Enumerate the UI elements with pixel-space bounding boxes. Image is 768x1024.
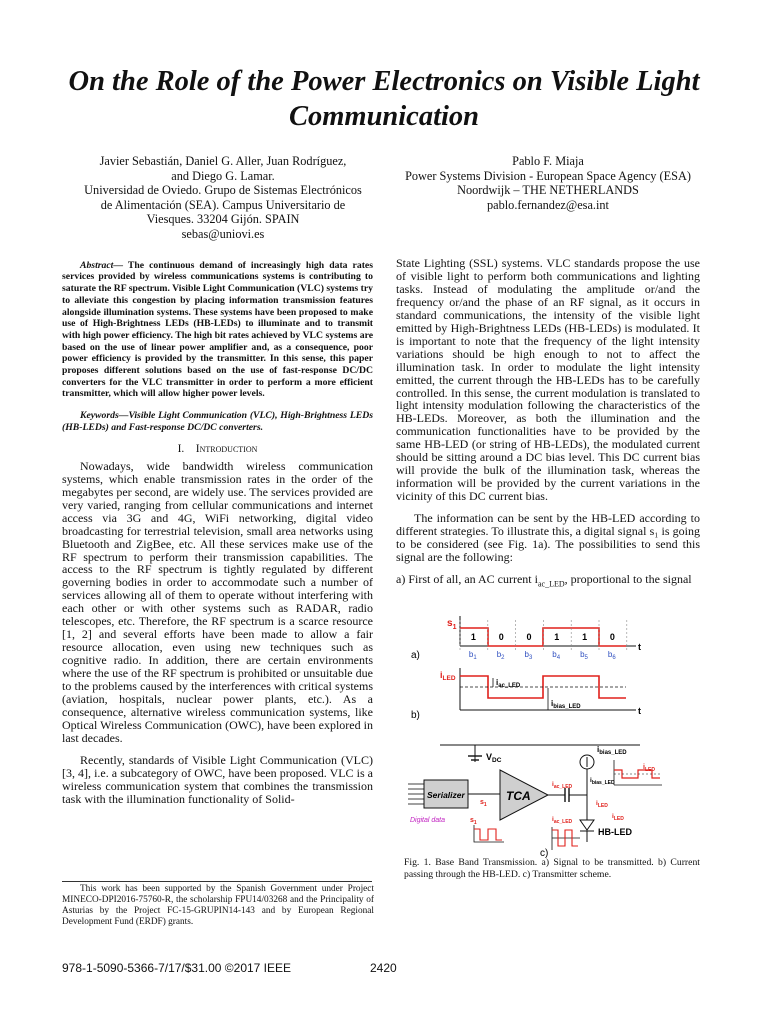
authors-right-block: [388, 154, 708, 212]
abstract-text: The continuous demand of increasingly high data rates services provided by wireless communications systems is contributing to saturate the RF spectrum. Visible Light Communication (VLC) systems try to alleviate this congestion by placing information transmission features alongside illumination systems. These systems have been proposed to make use of High-Brightness LEDs (HB-LEDs) to illuminate and to transmit with high power efficiency. The high bit rates achieved by VLC systems are based on the use of linear power amplifier and, as a consequence, poor power efficiency is provided by the transmitter. In this sense, this paper proposes different solutions based on the use of fast-response DC/DC converters for the VLC transmitter in order to perform a more efficient transmitter, which will allow higher power levels.: [62, 259, 373, 400]
s1-wire-label: $s_1$: [480, 799, 487, 808]
iac-small-label: $i_{ac\_LED}$: [552, 816, 573, 825]
s1-small-waveform: [474, 829, 502, 840]
left-column: [62, 250, 373, 806]
page-number: 2420: [370, 961, 397, 975]
author-email: sebas@uniovi.es: [181, 226, 265, 241]
figure-1: [400, 610, 700, 865]
iled-wire-label: $i_{LED}$: [596, 800, 608, 809]
author-line: Javier Sebastián, Daniel G. Aller, Juan Rodríguez,: [99, 154, 347, 168]
s1-label: $s_1$: [447, 618, 457, 631]
iled-label: $i_{LED}$: [440, 670, 456, 682]
serializer-label: Serializer: [427, 790, 465, 800]
figure-1-svg: [400, 610, 700, 860]
iled-out-label: $i_{LED}$: [643, 764, 655, 773]
intro-paragraph-2: Recently, standards of Visible Light Communication (VLC) [3, 4], i.e. a subcategory of OWC, have been proposed. VLC is a wireless communication system that combines the transmission task with the illumination functionality of Solid-: [62, 752, 373, 806]
right-column: [396, 257, 700, 591]
fig-label-a: a): [411, 650, 420, 661]
digital-data-label: [410, 817, 445, 824]
list-item-a: a) First of all, an AC current $i_{ac\_LED}$, proportional to the signal: [396, 571, 692, 589]
section-number: I.: [177, 442, 185, 455]
fig-label-b: b): [411, 710, 420, 721]
signal-s1-waveform: [460, 628, 626, 646]
bit-label: $b_6$: [607, 650, 616, 661]
ibias-wire-label: $i_{bias\_LED}$: [590, 777, 615, 786]
affiliation-line: Noordwijk – THE NETHERLANDS: [457, 183, 639, 197]
keywords-label: Keywords—: [80, 409, 129, 421]
hb-led-symbol: [580, 820, 594, 830]
isbn-line: 978-1-5090-5366-7/17/$31.00 ©2017 IEEE: [62, 961, 292, 975]
footnote: This work has been supported by the Spanish Government under Project MINECO-DPI2016-75760-R, the scholarship FPU14/03268 and the Principality of Asturias by the Project FC-15-GRUPIN14-143 and by European Regional Development Fund (ERDF) grants.: [62, 884, 374, 928]
keywords: [62, 410, 373, 433]
bit-value: 1: [554, 632, 560, 642]
hb-led-label: HB-LED: [598, 827, 632, 837]
ibias-label: $i_{bias\_LED}$: [551, 699, 581, 710]
t-label-a: t: [638, 642, 641, 652]
section-heading: [62, 443, 373, 456]
digital-data-text: Digital data: [410, 817, 446, 824]
bit-grid: [460, 620, 627, 661]
author-line: Pablo F. Miaja: [512, 154, 584, 168]
affiliation-line: Viesques. 33204 Gijón. SPAIN: [146, 212, 300, 226]
figure-caption: Fig. 1. Base Band Transmission. a) Signal to be transmitted. b) Current passing through the HB-LED. c) Transmitter scheme.: [404, 857, 700, 880]
serializer-inputs: [408, 784, 424, 804]
affiliation-line: de Alimentación (SEA). Campus Universitario de: [100, 197, 346, 212]
ibias-source-label: $i_{bias\_LED}$: [597, 745, 627, 756]
authors-left-block: [62, 154, 384, 241]
bit-value: 0: [609, 632, 615, 642]
vdc-label: $V_{DC}$: [486, 752, 502, 764]
bit-value: 1: [470, 632, 476, 642]
transmitter-scheme: [408, 745, 662, 859]
iled-led-label: $i_{LED}$: [612, 813, 624, 822]
iac-label: $i_{ac\_LED}$: [496, 678, 521, 689]
author-email: pablo.fernandez@esa.int: [487, 197, 609, 212]
abstract: [62, 260, 373, 400]
bit-value: 1: [582, 632, 588, 642]
paper-title: On the Role of the Power Electronics on Visible Light Communication: [68, 66, 700, 132]
section-title: Introduction: [195, 442, 258, 455]
right-paragraph-2: The information can be sent by the HB-LED according to different strategies. To illustrate this, a digital signal s₁ is going to be considered (see Fig. 1a). The possibilities to send this signal are the following:: [396, 511, 700, 564]
iac-wire-label: $i_{ac\_LED}$: [552, 781, 573, 790]
bit-label: $b_3$: [524, 650, 533, 661]
t-label-b: t: [638, 706, 641, 716]
bit-label: $b_1$: [468, 650, 477, 661]
bit-label: $b_2$: [496, 650, 505, 661]
abstract-label: Abstract—: [80, 259, 124, 271]
intro-paragraph-1: Nowadays, wide bandwidth wireless communication systems, which enable transmission rates in the order of the megabytes per second, are widely use. The services provided are very varied, ranging from cellular communications and internet access via 3G and 4G, WiFi networking, digital video broadcasting for terrestrial television, small area networks using Bluetooth and ZigBee, etc. All these services make use of the RF spectrum to perform their transmission capabilities. The access to the RF spectrum is tightly regulated by different governing bodies in order to accommodate such a number of services allowing all of them to operate without interfering with each other or with other systems such as RADAR, radio telescopes, etc. Therefore, the RF spectrum is a scarce resource [1, 2] and several efforts have been made to allow a fair resource allocation, even using new techniques such as cognitive radio. In addition, there are certain environments where the use of the RF spectrum is prohibited or unsuitable due to the problems caused by the interferences with critical systems (aviation, hospitals, nuclear power plants, etc.). As a consequence, alternative wireless communication systems, like Optical Wireless Communication (OWC), have been explored in last decades.: [62, 458, 373, 745]
right-paragraph-1: State Lighting (SSL) systems. VLC standards propose the use of visible light to perform both communications and lighting tasks. Instead of modulating the amplitude or/and the frequency or/and the phase of an RF signal, as it occurs in standard communications, the intensity of the visible light emitted by High-Brightness LEDs (HB-LEDs) is modulated. It is important to note that the frequency of the light intensity variations should be high enough to not to affect the illumination task. In order to modulate the light intensity emitted, the current through the HB-LEDs has to be carefully controlled. In this sense, the current modulation is translated to light intensity modulation following the characteristics of the HB-LEDs. Moreover, as both the illumination and the communication functionalities have to be provided by the same HB-LED (or string of HB-LEDs), the modulated current should be sitting around a DC bias level. This DC current bias will provide the bulk of the illumination task, whereas the information will be provided by the current variations in the vicinity of this DC current bias.: [396, 256, 700, 504]
bit-value: 0: [498, 632, 504, 642]
bit-label: $b_5$: [580, 650, 588, 661]
s1-small-label: $s_1$: [470, 817, 477, 826]
keywords-text: Visible Light Communication (VLC), High-Brightness LEDs (HB-LEDs) and Fast-response DC/DC converters.: [62, 409, 373, 433]
footnote-rule: [62, 881, 372, 882]
affiliation-line: Universidad de Oviedo. Grupo de Sistemas Electrónicos: [84, 183, 362, 197]
bit-value: 0: [526, 632, 532, 642]
bit-label: $b_4$: [552, 650, 561, 661]
tca-label: TCA: [506, 789, 531, 803]
fig-label-c: c): [540, 848, 549, 859]
author-line: and Diego G. Lamar.: [171, 168, 275, 183]
affiliation-line: Power Systems Division - European Space Agency (ESA): [405, 168, 691, 183]
